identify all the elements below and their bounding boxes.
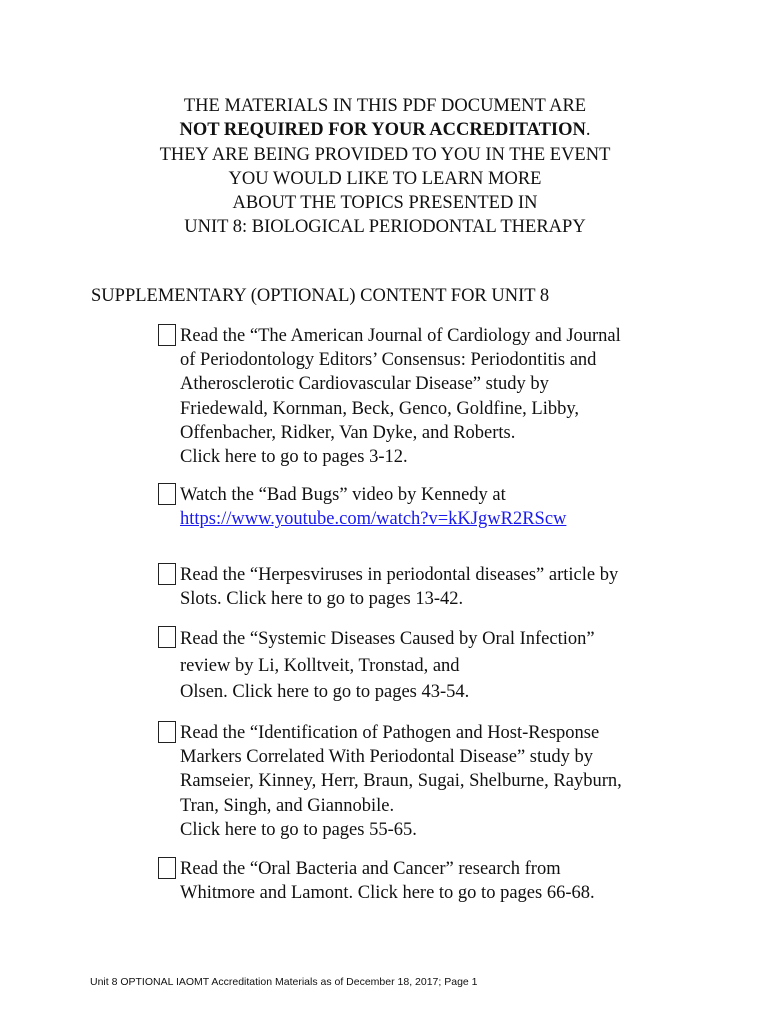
checkbox[interactable] (158, 626, 176, 648)
item-line: Tran, Singh, and Giannobile. (180, 795, 395, 816)
checklist-item-cardiology (158, 324, 688, 469)
checkbox[interactable] (158, 483, 176, 505)
item-line: Ramseier, Kinney, Herr, Braun, Sugai, Shelburne, Rayburn, (180, 771, 622, 792)
page-footer: Unit 8 OPTIONAL IAOMT Accreditation Materials as of December 18, 2017; Page 1 (90, 976, 478, 988)
item-line: Atherosclerotic Cardiovascular Disease” study by (180, 374, 549, 395)
notice-line-2 (0, 118, 770, 142)
notice-header (0, 94, 770, 240)
checkbox[interactable] (158, 857, 176, 879)
checklist-item-oral-bacteria (158, 857, 688, 905)
item-line: Read the “Herpesviruses in periodontal diseases” article by (180, 565, 619, 585)
pages-link-55-65[interactable]: Click here to go to pages 55-65. (180, 819, 417, 840)
pages-link-13-42[interactable]: Slots. Click here to go to pages 13-42. (180, 589, 464, 610)
pages-link-66-68[interactable]: Whitmore and Lamont. Click here to go to pages 66-68. (180, 883, 595, 904)
item-line: Friedewald, Kornman, Beck, Genco, Goldfine, Libby, (180, 398, 580, 419)
checklist-item-systemic-diseases (158, 626, 688, 706)
notice-line-1: THE MATERIALS IN THIS PDF DOCUMENT ARE (183, 96, 587, 116)
notice-line-5: ABOUT THE TOPICS PRESENTED IN (232, 193, 538, 214)
notice-emphasis-period: . (585, 120, 591, 141)
section-heading: SUPPLEMENTARY (OPTIONAL) CONTENT FOR UNIT 8 (91, 286, 550, 306)
pages-link-43-54[interactable]: Olsen. Click here to go to pages 43-54. (180, 682, 470, 702)
checkbox[interactable] (158, 563, 176, 585)
checkbox[interactable] (158, 721, 176, 743)
notice-line-3: THEY ARE BEING PROVIDED TO YOU IN THE EVENT (159, 144, 611, 165)
item-line: Watch the “Bad Bugs” video by Kennedy at (180, 485, 506, 505)
item-line: Read the “Identification of Pathogen and Host-Response (180, 723, 600, 743)
youtube-link[interactable]: https://www.youtube.com/watch?v=kKJgwR2RScw (180, 509, 567, 530)
checkbox[interactable] (158, 324, 176, 346)
notice-emphasis: NOT REQUIRED FOR YOUR ACCREDITATION (179, 120, 586, 141)
item-line: Read the “Systemic Diseases Caused by Oral Infection” (180, 629, 595, 649)
pages-link-3-12[interactable]: Click here to go to pages 3-12. (180, 447, 408, 468)
notice-line-6: UNIT 8: BIOLOGICAL PERIODONTAL THERAPY (184, 217, 586, 238)
item-line: Read the “Oral Bacteria and Cancer” research from (180, 859, 561, 879)
checklist-item-bad-bugs (158, 483, 688, 531)
item-line: review by Li, Kolltveit, Tronstad, and (180, 655, 460, 676)
checklist-item-herpesviruses (158, 563, 688, 611)
item-line: Read the “The American Journal of Cardiology and Journal (180, 326, 621, 346)
item-line-link (158, 507, 688, 531)
item-line: Offenbacher, Ridker, Van Dyke, and Roberts. (180, 422, 516, 443)
notice-line-4: YOU WOULD LIKE TO LEARN MORE (228, 168, 542, 189)
item-line: Markers Correlated With Periodontal Disease” study by (180, 747, 594, 768)
checklist-item-pathogen-markers (158, 721, 688, 842)
item-line: of Periodontology Editors’ Consensus: Periodontitis and (180, 350, 597, 371)
